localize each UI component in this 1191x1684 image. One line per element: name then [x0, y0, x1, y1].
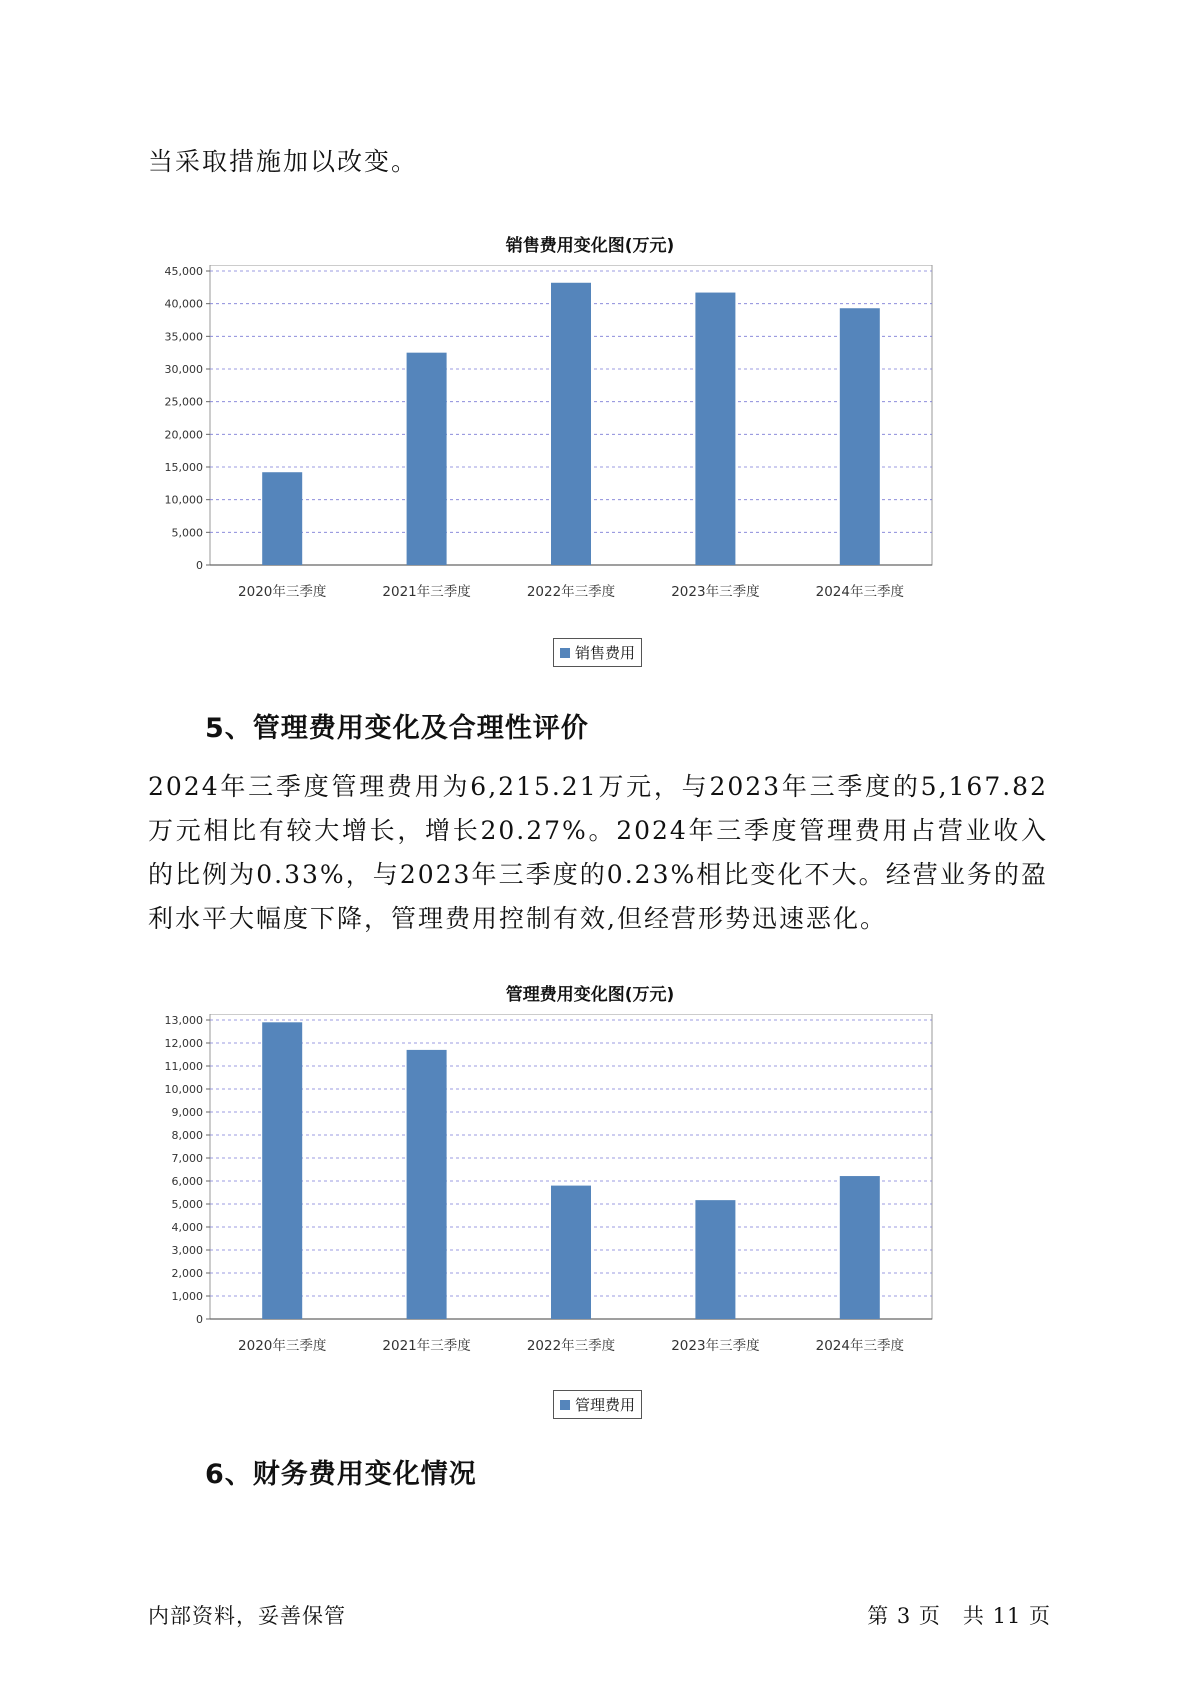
y-tick-label: 3,000: [171, 1244, 203, 1257]
x-tick-label: 2024年三季度: [815, 1338, 904, 1354]
chart-plot: [160, 265, 1020, 605]
y-tick-label: 5,000: [171, 1198, 203, 1211]
legend-label: 销售费用: [575, 644, 636, 662]
section-5-heading: 5、管理费用变化及合理性评价: [205, 713, 589, 744]
chart-title: 销售费用变化图(万元): [505, 236, 675, 256]
chart-legend: [553, 638, 642, 667]
footer-confidential: 内部资料，妥善保管: [148, 1604, 346, 1628]
section-5-paragraph: 2024年三季度管理费用为6,215.21万元，与2023年三季度的5,167.82万元相比有较大增长，增长20.27%。2024年三季度管理费用占营业收入的比例为0.33%，与2023年三季度的0.23%相比变化不大。经营业务的盈利水平大幅度下降，管理费用控制有效,但经营形势迅速恶化。: [148, 772, 1048, 933]
bar: [695, 293, 735, 565]
bar: [840, 1176, 880, 1319]
chart-title: 管理费用变化图(万元): [505, 985, 675, 1005]
x-tick-label: 2021年三季度: [382, 1338, 471, 1354]
y-tick-label: 10,000: [164, 1083, 203, 1096]
y-tick-label: 25,000: [164, 395, 203, 409]
y-tick-label: 10,000: [164, 493, 203, 507]
y-tick-label: 20,000: [164, 428, 203, 442]
bar: [262, 472, 302, 565]
y-tick-label: 6,000: [171, 1175, 203, 1188]
y-tick-label: 0: [196, 1313, 203, 1326]
x-tick-label: 2023年三季度: [671, 1338, 760, 1354]
y-tick-label: 40,000: [164, 297, 203, 311]
y-tick-label: 0: [196, 559, 203, 572]
bar: [262, 1022, 302, 1319]
y-tick-label: 1,000: [171, 1290, 203, 1303]
x-tick-label: 2020年三季度: [238, 1338, 327, 1354]
bar: [407, 353, 447, 565]
legend-swatch: [560, 1400, 570, 1410]
y-tick-label: 4,000: [171, 1221, 203, 1234]
y-tick-label: 15,000: [164, 461, 203, 474]
y-tick-label: 8,000: [171, 1129, 203, 1142]
x-tick-label: 2023年三季度: [671, 584, 760, 600]
y-tick-label: 5,000: [171, 526, 203, 540]
bar: [840, 308, 880, 565]
chart-legend: [553, 1390, 642, 1419]
bar: [407, 1050, 447, 1319]
bar: [551, 1186, 591, 1319]
x-tick-label: 2022年三季度: [526, 1338, 616, 1354]
bar: [551, 283, 591, 565]
page-number: 第 3 页 共 11 页: [867, 1604, 1051, 1628]
y-tick-label: 11,000: [164, 1060, 203, 1073]
y-tick-label: 12,000: [164, 1037, 203, 1050]
y-tick-label: 35,000: [164, 330, 203, 344]
x-tick-label: 2021年三季度: [382, 584, 471, 600]
y-tick-label: 7,000: [171, 1152, 203, 1165]
admin-expense-chart: [160, 974, 1020, 1434]
y-tick-label: 45,000: [164, 265, 203, 278]
x-tick-label: 2024年三季度: [815, 584, 904, 600]
y-tick-label: 30,000: [164, 363, 203, 376]
legend-swatch: [560, 648, 570, 658]
section-6-heading: 6、财务费用变化情况: [205, 1459, 477, 1490]
x-tick-label: 2020年三季度: [238, 584, 327, 600]
chart-plot: [160, 1014, 1020, 1359]
intro-text: 当采取措施加以改变。: [148, 147, 419, 176]
y-tick-label: 9,000: [171, 1106, 203, 1119]
y-tick-label: 2,000: [171, 1267, 203, 1280]
x-tick-label: 2022年三季度: [526, 584, 616, 600]
y-tick-label: 13,000: [164, 1014, 203, 1027]
bar: [695, 1200, 735, 1319]
legend-label: 管理费用: [575, 1396, 636, 1414]
sales-expense-chart: [160, 225, 1020, 680]
